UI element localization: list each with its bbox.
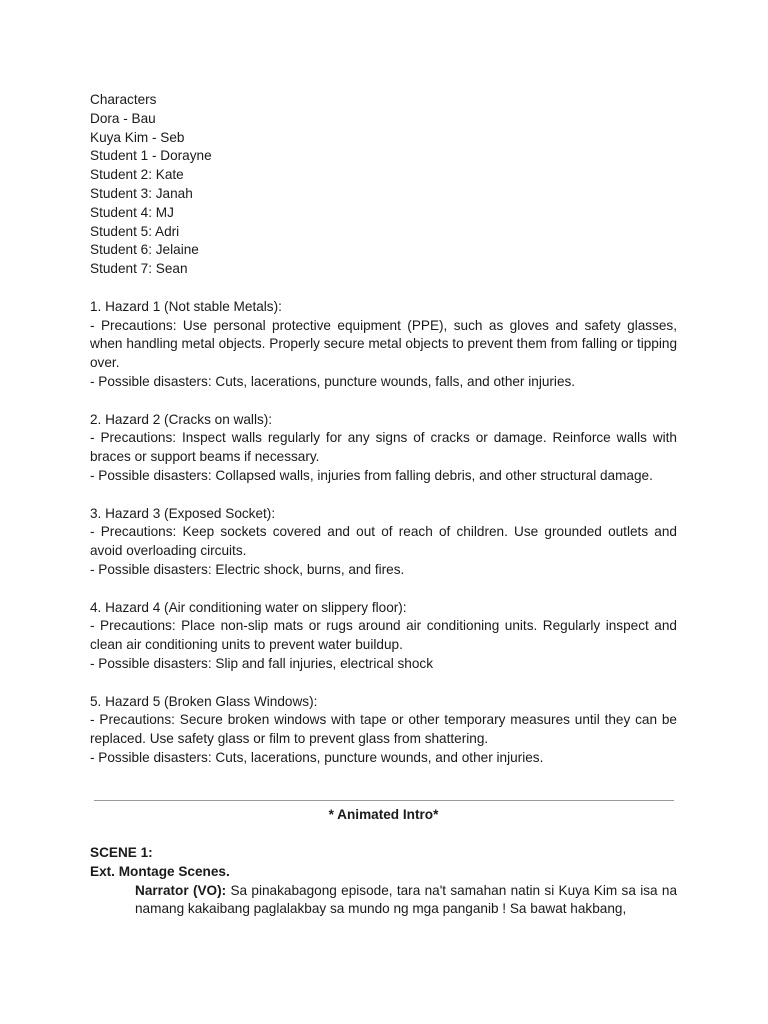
section-divider <box>94 800 674 801</box>
hazard-section <box>90 298 677 392</box>
character-item: Student 5: Adri <box>90 223 180 239</box>
hazard-title: 5. Hazard 5 (Broken Glass Windows): <box>90 693 318 709</box>
hazard-title: 1. Hazard 1 (Not stable Metals): <box>90 298 282 314</box>
character-item: Kuya Kim - Seb <box>90 129 185 145</box>
hazard-section <box>90 505 677 580</box>
hazard-disasters: - Possible disasters: Collapsed walls, injuries from falling debris, and other structural damage. <box>90 467 653 483</box>
character-item: Student 2: Kate <box>90 167 184 183</box>
hazard-title: 4. Hazard 4 (Air conditioning water on slippery floor): <box>90 599 407 615</box>
characters-heading: Characters <box>90 92 157 107</box>
character-item: Student 7: Sean <box>90 261 188 277</box>
document-body <box>90 91 677 768</box>
speaker-label: Narrator (VO): <box>135 882 227 898</box>
narrator-line <box>135 882 677 920</box>
scene-heading: SCENE 1: <box>90 845 153 860</box>
scene-location: Ext. Montage Scenes. <box>90 863 230 879</box>
scene-1 <box>90 844 677 919</box>
hazard-section <box>90 693 677 768</box>
hazard-title: 2. Hazard 2 (Cracks on walls): <box>90 411 273 427</box>
dialogue-text: Sa pinakabagong episode, tara na't samahan natin si Kuya Kim sa isa na namang kakaibang paglalakbay sa mundo ng mga panganib ! Sa bawat hakbang, <box>135 882 677 917</box>
character-item: Student 1 - Dorayne <box>90 148 212 164</box>
animated-intro-label: * Animated Intro* <box>328 807 439 822</box>
hazard-precautions: - Precautions: Place non-slip mats or rugs around air conditioning units. Regularly inspect and clean air conditioning units to prevent water buildup. <box>90 618 677 653</box>
hazard-precautions: - Precautions: Use personal protective equipment (PPE), such as gloves and safety glasses, when handling metal objects. Properly secure metal objects to prevent them from falling or tipping over. <box>90 317 677 371</box>
character-item: Student 4: MJ <box>90 204 174 220</box>
hazard-section <box>90 411 677 486</box>
hazard-precautions: - Precautions: Secure broken windows with tape or other temporary measures until they can be replaced. Use safety glass or film to prevent glass from shattering. <box>90 712 677 747</box>
hazard-section <box>90 599 677 674</box>
hazard-title: 3. Hazard 3 (Exposed Socket): <box>90 505 276 521</box>
hazard-disasters: - Possible disasters: Cuts, lacerations, puncture wounds, and other injuries. <box>90 749 544 765</box>
character-item: Student 3: Janah <box>90 185 193 201</box>
hazard-precautions: - Precautions: Inspect walls regularly for any signs of cracks or damage. Reinforce walls with braces or support beams if necessary. <box>90 430 677 465</box>
hazard-precautions: - Precautions: Keep sockets covered and out of reach of children. Use grounded outlets and avoid overloading circuits. <box>90 524 677 559</box>
character-item: Student 6: Jelaine <box>90 242 199 258</box>
character-item: Dora - Bau <box>90 110 156 126</box>
hazard-disasters: - Possible disasters: Electric shock, burns, and fires. <box>90 561 405 577</box>
hazard-disasters: - Possible disasters: Slip and fall injuries, electrical shock <box>90 655 434 671</box>
hazard-disasters: - Possible disasters: Cuts, lacerations, puncture wounds, falls, and other injuries. <box>90 373 576 389</box>
